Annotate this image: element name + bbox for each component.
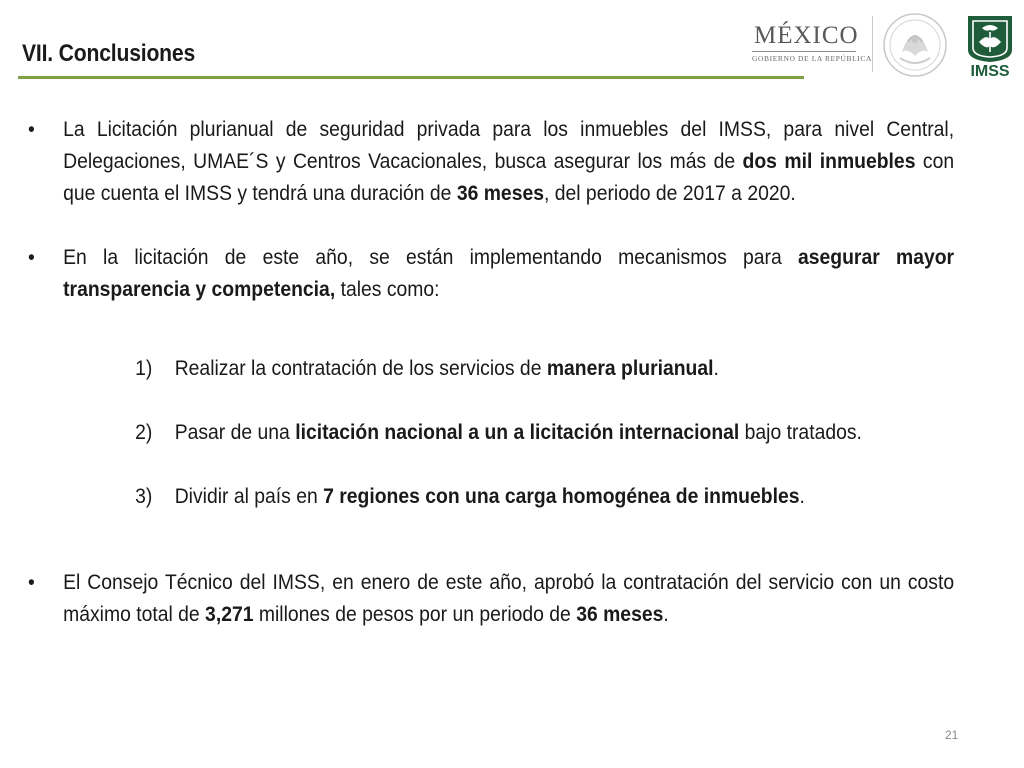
slide-title: VII. Conclusiones xyxy=(22,40,196,67)
numbered-item-internacional: 2) Pasar de una licitación nacional a un a licitación internacional bajo tratados. xyxy=(28,416,954,448)
numbered-item-plurianual: 1) Realizar la contratación de los servicios de manera plurianual. xyxy=(28,352,954,384)
logo-mexico-text: MÉXICO xyxy=(754,22,859,49)
bullet-dot: • xyxy=(28,245,35,269)
national-seal-icon xyxy=(882,12,948,78)
bullet-item-licitacion: • La Licitación plurianual de seguridad privada para los inmuebles del IMSS, para nivel Central, Delegaciones, UMAE´S y Centros Vacacionales, busca asegurar los más de dos mil inmuebles con que cuenta el IMSS y tendrá una duración de 36 meses, del periodo de 2017 a 2020. xyxy=(28,113,954,209)
gobierno-mexico-logo xyxy=(748,22,873,68)
numbered-item-regiones: 3) Dividir al país en 7 regiones con una carga homogénea de inmuebles. xyxy=(28,480,954,512)
number-label: 2) xyxy=(135,420,153,444)
logo-imss-text: IMSS xyxy=(970,63,1010,78)
number-label: 1) xyxy=(135,356,153,380)
imss-logo xyxy=(964,12,1016,78)
logo-divider-line xyxy=(752,51,856,52)
logo-separator xyxy=(872,16,873,72)
page-number: 21 xyxy=(945,728,959,742)
bullet-item-consejo-tecnico: • El Consejo Técnico del IMSS, en enero de este año, aprobó la contratación del servicio con un costo máximo total de 3,271 millones de pesos por un periodo de 36 meses. xyxy=(28,566,954,630)
logo-mexico-subtitle: GOBIERNO DE LA REPÚBLICA xyxy=(752,54,873,63)
bullet-dot: • xyxy=(28,117,35,141)
bullet-item-mecanismos: • En la licitación de este año, se están implementando mecanismos para asegurar mayor transparencia y competencia, tales como: xyxy=(28,241,954,305)
title-underline xyxy=(18,76,804,79)
slide-body xyxy=(28,113,954,630)
bullet-dot: • xyxy=(28,570,35,594)
number-label: 3) xyxy=(135,484,153,508)
